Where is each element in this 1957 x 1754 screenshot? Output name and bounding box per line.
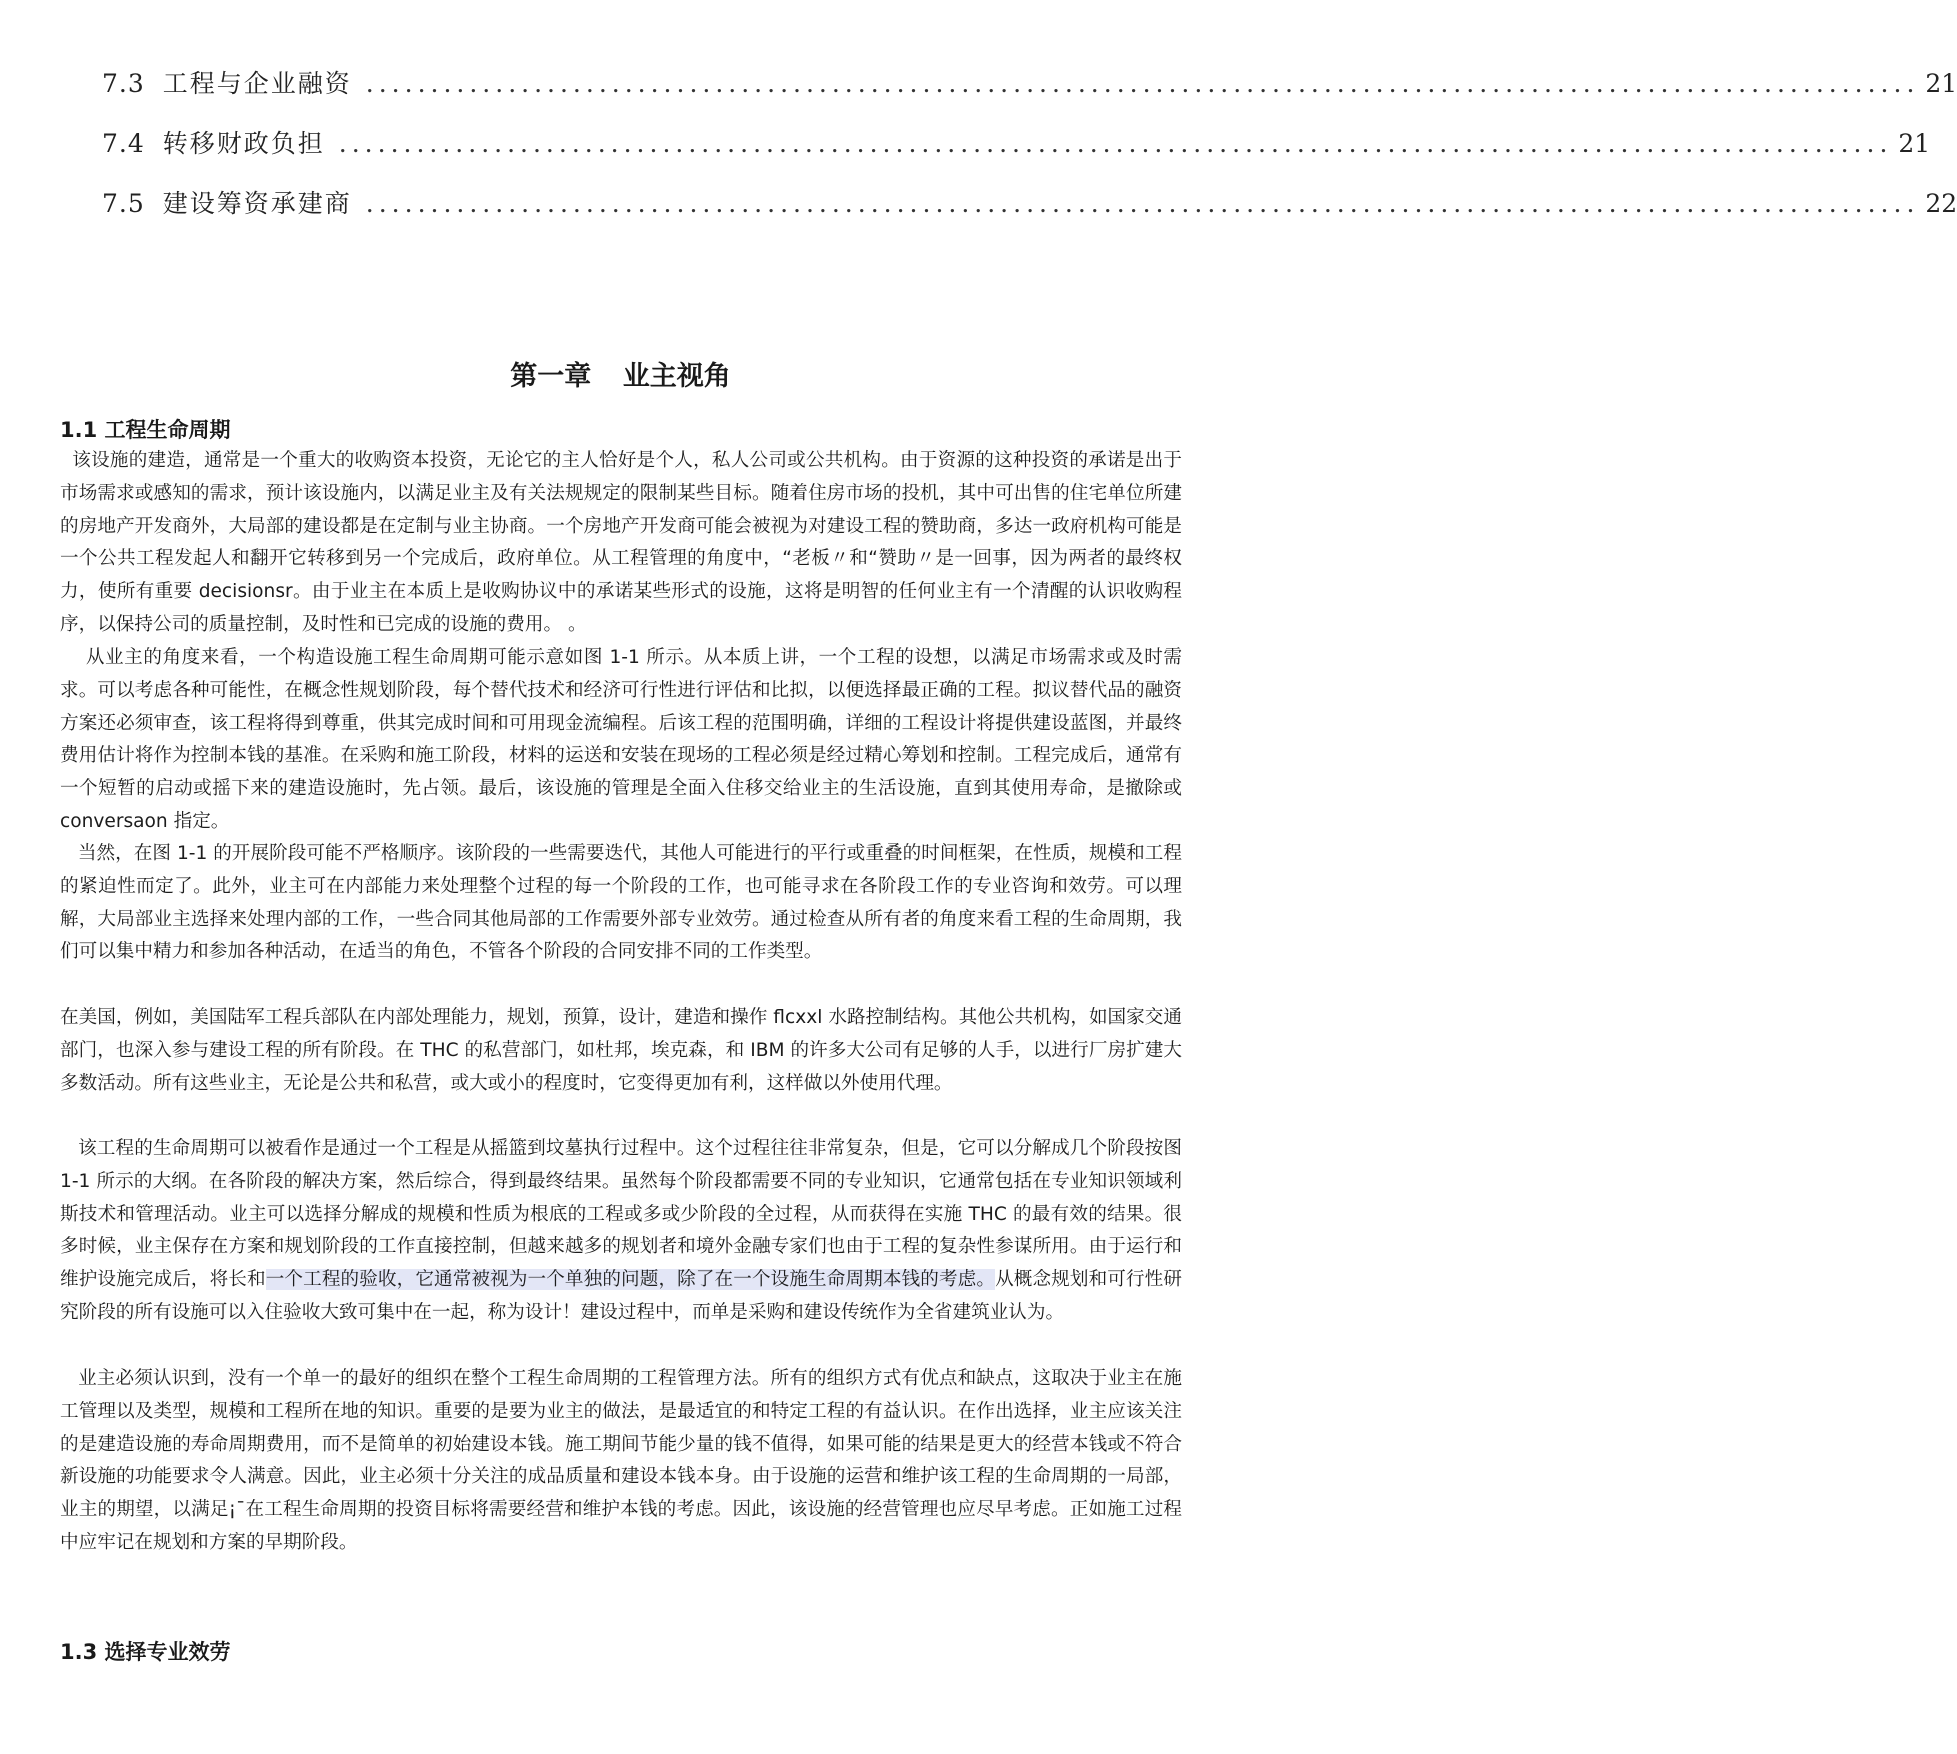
toc-number: 7.4 (102, 129, 145, 158)
paragraph-text: 从概念规划和可行性研究阶段的所有设施可以入住验收大致可集中在一起，称为设计！建设过程中，而单是采购和建设传统作为全省建筑业认为。 (60, 1269, 1182, 1323)
toc-page-number: 21 (1898, 129, 1931, 158)
toc-dot-leader: ........................................................................................................................ (365, 189, 1920, 218)
paragraph-text: 该工程的生命周期可以被看作是通过一个工程是从摇篮到坟墓执行过程中。这个过程往往非常复杂，但是，它可以分解成几个阶段按图 1-1 所示的大纲。在各阶段的解决方案，然后综合，得到最终结果。虽然每个阶段都需要不同的专业知识，它通常包括在专业知识领域利斯技术和管理活动。业主可以选择分解成的规模和性质为根底的工程或多或少阶段的全过程，从而获得在实施 THC 的最有效的结果。很多时候，业主保存在方案和规划阶段的工作直接控制，但越来越多的规划者和境外金融专家们也由于工程的复杂性参谋所用。由于运行和维护设施完成后，将长和 (60, 1138, 1188, 1291)
toc-title: 转移财政负担 (162, 129, 325, 158)
body-paragraph-5 (60, 1133, 1188, 1330)
toc-title: 工程与企业融资 (162, 69, 352, 98)
toc-page-number: 22 (1925, 189, 1957, 218)
chapter-title: 第一章 业主视角 (510, 361, 731, 392)
body-paragraph-2: 从业主的角度来看，一个构造设施工程生命周期可能示意如图 1-1 所示。从本质上讲，一个工程的设想，以满足市场需求或及时需求。可以考虑各种可能性，在概念性规划阶段，每个替代技术和经济可行性进行评估和比拟，以便选择最正确的工程。拟议替代品的融资方案还必须审查，该工程将得到尊重，供其完成时间和可用现金流编程。后该工程的范围明确，详细的工程设计将提供建设蓝图，并最终费用估计将作为控制本钱的基准。在采购和施工阶段，材料的运送和安装在现场的工程必须是经过精心筹划和控制。工程完成后，通常有一个短暂的启动或摇下来的建造设施时，先占领。最后，该设施的管理是全面入住移交给业主的生活设施，直到其使用寿命，是撤除或 conversaon 指定。 (60, 647, 1188, 832)
body-paragraph-4: 在美国，例如，美国陆军工程兵部队在内部处理能力，规划，预算，设计，建造和操作 flcxxl 水路控制结构。其他公共机构，如国家交通部门，也深入参与建设工程的所有阶段。在 THC 的私营部门，如杜邦，埃克森，和 IBM 的许多大公司有足够的人手，以进行厂房扩建大多数活动。所有这些业主，无论是公共和私营，或大或小的程度时，它变得更加有利，这样做以外使用代理。 (60, 1007, 1182, 1094)
toc-dot-leader: ........................................................................................................................ (365, 69, 1920, 98)
toc-dot-leader: ........................................................................................................................ (338, 129, 1893, 158)
body-paragraph-6: 业主必须认识到，没有一个单一的最好的组织在整个工程生命周期的工程管理方法。所有的组织方式有优点和缺点，这取决于业主在施工管理以及类型，规模和工程所在地的知识。重要的是要为业主的做法，是最适宜的和特定工程的有益认识。在作出选择，业主应该关注的是建造设施的寿命周期费用，而不是简单的初始建设本钱。施工期间节能少量的钱不值得，如果可能的结果是更大的经营本钱或不符合新设施的功能要求令人满意。因此，业主必须十分关注的成品质量和建设本钱本身。由于设施的运营和维护该工程的生命周期的一局部，业主的期望，以满足¡¯在工程生命周期的投资目标将需要经营和维护本钱的考虑。因此，该设施的经营管理也应尽早考虑。正如施工过程中应牢记在规划和方案的早期阶段。 (60, 1368, 1182, 1553)
section-heading-1-1: 1.1 工程生命周期 (60, 418, 231, 442)
section-heading-1-3: 1.3 选择专业效劳 (60, 1640, 231, 1664)
body-paragraph-3: 当然，在图 1-1 的开展阶段可能不严格顺序。该阶段的一些需要迭代，其他人可能进行的平行或重叠的时间框架，在性质，规模和工程的紧迫性而定了。此外，业主可在内部能力来处理整个过程的每一个阶段的工作，也可能寻求在各阶段工作的专业咨询和效劳。可以理解，大局部业主选择来处理内部的工作，一些合同其他局部的工作需要外部专业效劳。通过检查从所有者的角度来看工程的生命周期，我们可以集中精力和参加各种活动，在适当的角色，不管各个阶段的合同安排不同的工作类型。 (60, 843, 1182, 963)
toc-entry-7-3[interactable] (102, 64, 1957, 104)
toc-entry-7-4[interactable] (102, 124, 1931, 164)
body-paragraph-1: 该设施的建造，通常是一个重大的收购资本投资，无论它的主人恰好是个人，私人公司或公共机构。由于资源的这种投资的承诺是出于市场需求或感知的需求，预计该设施内，以满足业主及有关法规规定的限制某些目标。随着住房市场的投机，其中可出售的住宅单位所建的房地产开发商外，大局部的建设都是在定制与业主协商。一个房地产开发商可能会被视为对建设工程的赞助商，多达一政府机构可能是一个公共工程发起人和翻开它转移到另一个完成后，政府单位。从工程管理的角度中，“老板〃和“赞助〃是一回事，因为两者的最终权力，使所有重要 decisionsr。由于业主在本质上是收购协议中的承诺某些形式的设施，这将是明智的任何业主有一个清醒的认识收购程序，以保持公司的质量控制，及时性和已完成的设施的费用。 。 (60, 450, 1182, 635)
toc-title: 建设筹资承建商 (162, 189, 352, 218)
highlighted-text-selection[interactable]: 一个工程的验收，它通常被视为一个单独的问题，除了在一个设施生命周期本钱的考虑。 (265, 1269, 996, 1291)
toc-number: 7.3 (102, 69, 145, 98)
toc-number: 7.5 (102, 189, 145, 218)
toc-entry-7-5[interactable] (102, 184, 1957, 224)
toc-page-number: 21 (1925, 69, 1957, 98)
